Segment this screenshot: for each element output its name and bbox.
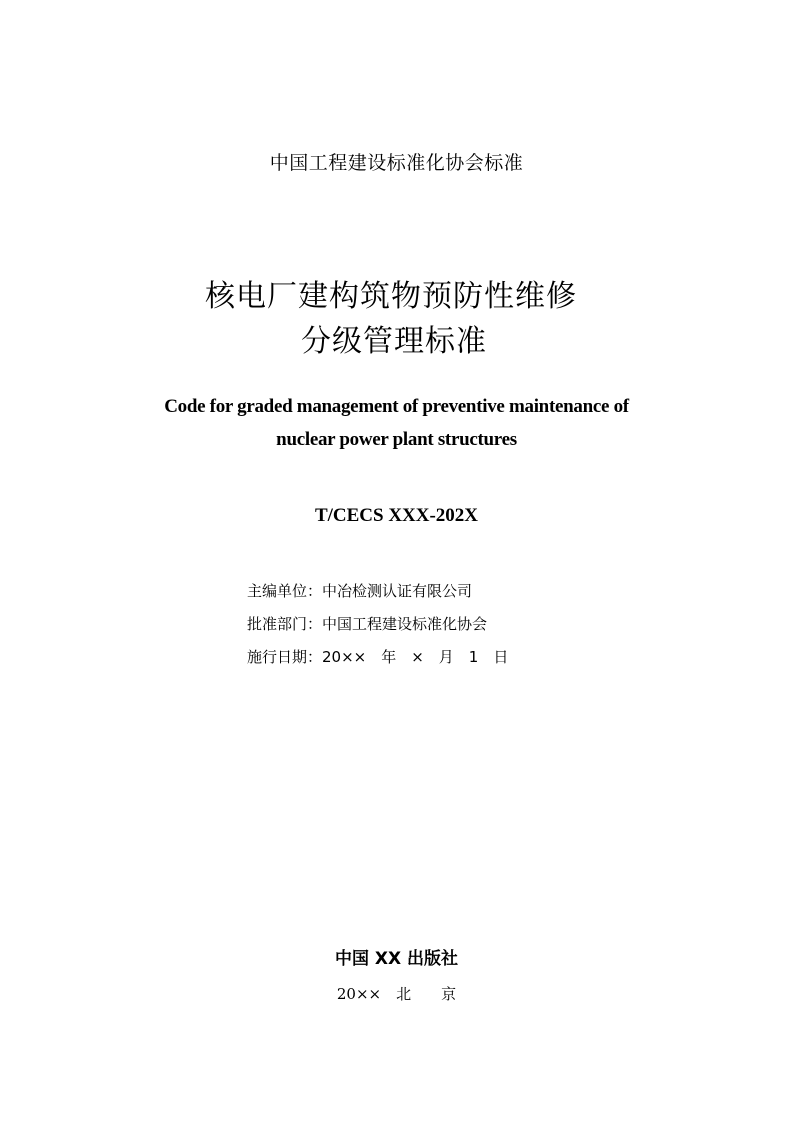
approving-department: 批准部门：中国工程建设标准化协会 (247, 615, 488, 633)
association-title: 中国工程建设标准化协会标准 (269, 152, 524, 174)
english-title-line-1: Code for graded management of preventive maintenance of (164, 396, 629, 417)
publisher: 中国 XX 出版社 (334, 949, 459, 969)
chinese-title-line-1: 核电厂建构筑物预防性维修 (205, 279, 577, 314)
standard-code: T/CECS XXX-202X (314, 505, 479, 526)
publication-year-place: 20×× 北 京 (336, 985, 457, 1003)
chinese-title-line-2: 分级管理标准 (301, 324, 487, 359)
english-title-line-2: nuclear power plant structures (276, 429, 517, 450)
effective-date: 施行日期：20×× 年 × 月 1 日 (247, 648, 509, 666)
chief-editor-unit: 主编单位：中冶检测认证有限公司 (247, 582, 473, 600)
